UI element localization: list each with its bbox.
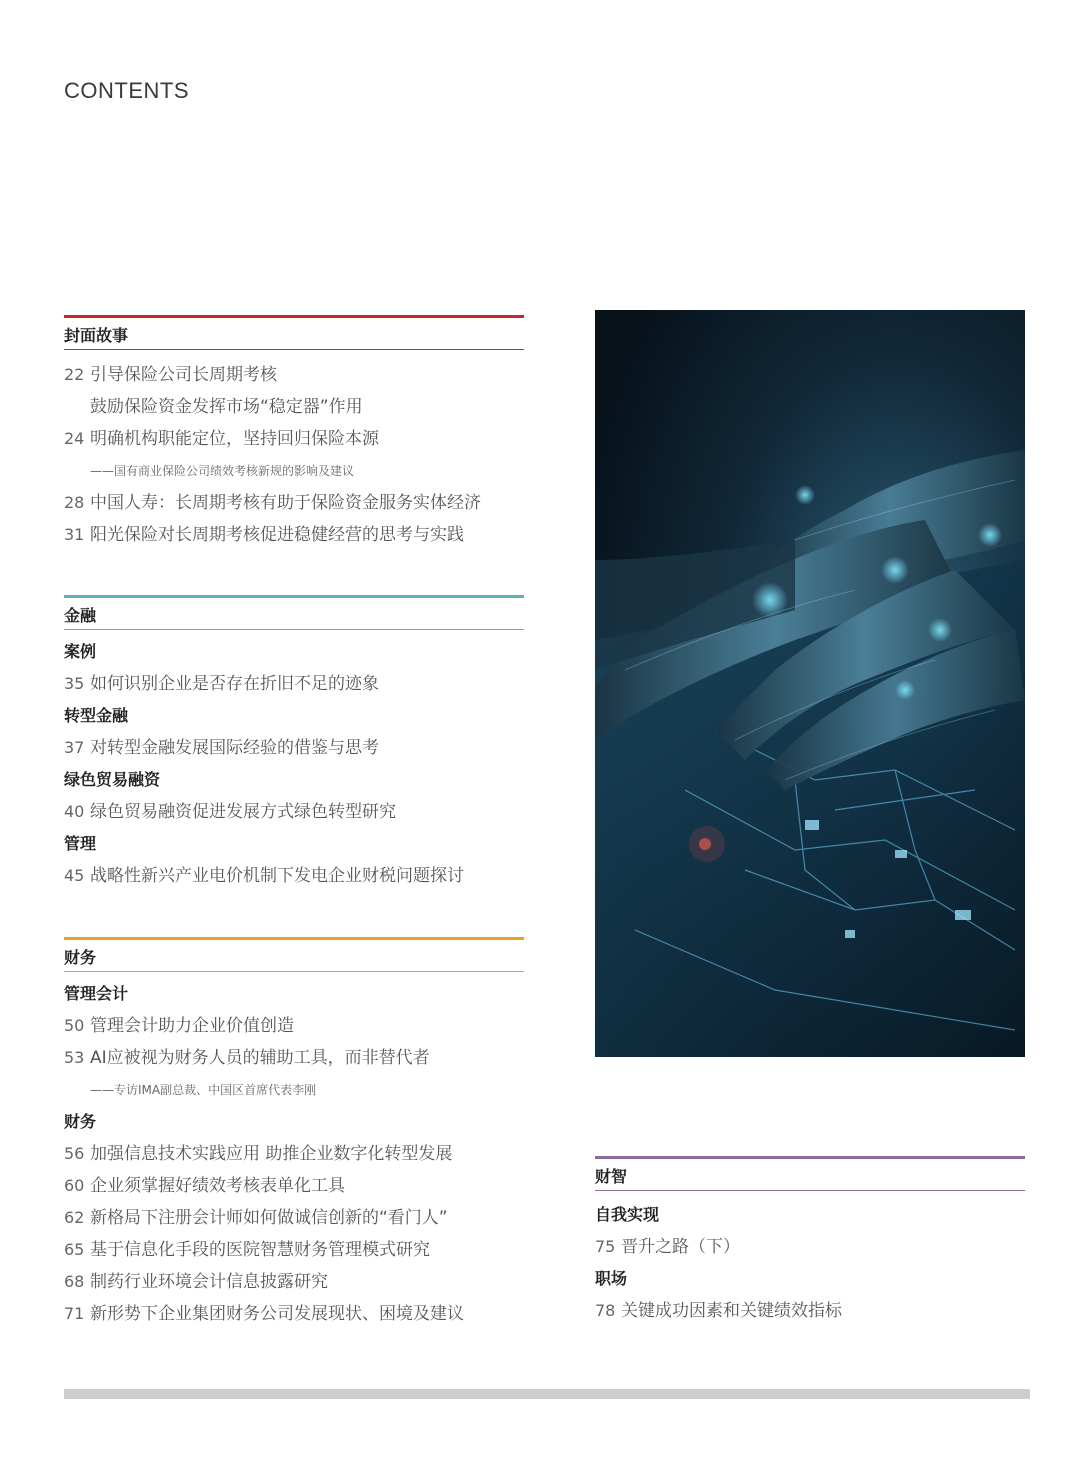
entry-title: 基于信息化手段的医院智慧财务管理模式研究 xyxy=(90,1240,430,1260)
section-rule-top xyxy=(64,937,524,940)
subsection-heading: 转型金融 xyxy=(64,706,129,725)
page-number: 28 xyxy=(64,493,85,512)
cover-photo-robot-hand xyxy=(595,310,1025,1057)
page-number: 35 xyxy=(64,674,85,693)
toc-entry[interactable] xyxy=(64,428,379,450)
toc-entry[interactable] xyxy=(64,1271,328,1293)
toc-entry[interactable] xyxy=(64,801,396,823)
section-header xyxy=(64,595,524,625)
toc-entry[interactable] xyxy=(595,1300,842,1322)
entry-title-continued[interactable]: 鼓励保险资金发挥市场“稳定器”作用 xyxy=(90,397,363,417)
page-number: 62 xyxy=(64,1208,85,1227)
entry-title: 引导保险公司长周期考核 xyxy=(90,365,277,385)
page-number: 68 xyxy=(64,1272,85,1291)
section-rule-bottom xyxy=(595,1190,1025,1191)
entry-title: 阳光保险对长周期考核促进稳健经营的思考与实践 xyxy=(90,525,464,545)
toc-entry[interactable] xyxy=(64,1047,430,1069)
subsection-heading: 绿色贸易融资 xyxy=(64,770,161,789)
entry-title: 管理会计助力企业价值创造 xyxy=(90,1016,294,1036)
toc-entry[interactable] xyxy=(64,524,464,546)
entry-subtitle: ——国有商业保险公司绩效考核新规的影响及建议 xyxy=(90,464,355,478)
subsection-heading: 财务 xyxy=(64,1112,97,1131)
entry-title: 绿色贸易融资促进发展方式绿色转型研究 xyxy=(90,802,396,822)
section-finance xyxy=(64,595,524,886)
section-header xyxy=(595,1156,1025,1186)
page-number: 45 xyxy=(64,866,85,885)
section-accounting xyxy=(64,937,524,1324)
footer-bar xyxy=(64,1389,1030,1399)
entry-title: 制药行业环境会计信息披露研究 xyxy=(90,1272,328,1292)
toc-entry[interactable] xyxy=(64,1207,448,1229)
entry-title: 新形势下企业集团财务公司发展现状、困境及建议 xyxy=(90,1304,464,1324)
subsection-heading: 自我实现 xyxy=(595,1205,660,1224)
entry-title: 关键成功因素和关键绩效指标 xyxy=(621,1301,842,1321)
entry-title: 如何识别企业是否存在折旧不足的迹象 xyxy=(90,674,379,694)
entry-title: 明确机构职能定位，坚持回归保险本源 xyxy=(90,429,379,449)
page-number: 22 xyxy=(64,365,85,384)
section-label: 封面故事 xyxy=(64,326,129,345)
toc-entry[interactable] xyxy=(64,364,277,386)
page-number: 65 xyxy=(64,1240,85,1259)
entry-title: 中国人寿：长周期考核有助于保险资金服务实体经济 xyxy=(90,493,481,513)
section-rule-bottom xyxy=(64,629,524,630)
subsection-heading: 职场 xyxy=(595,1269,628,1288)
page-number: 31 xyxy=(64,525,85,544)
toc-entry[interactable] xyxy=(64,865,464,887)
page-number: 40 xyxy=(64,802,85,821)
section-header xyxy=(64,937,524,967)
entry-title: 对转型金融发展国际经验的借鉴与思考 xyxy=(90,738,379,758)
page-number: 60 xyxy=(64,1176,85,1195)
entry-title: 战略性新兴产业电价机制下发电企业财税问题探讨 xyxy=(90,866,464,886)
entry-title: 加强信息技术实践应用 助推企业数字化转型发展 xyxy=(90,1144,453,1164)
toc-entry[interactable] xyxy=(64,492,481,514)
section-rule-bottom xyxy=(64,349,524,350)
section-wisdom xyxy=(595,1156,1025,1321)
toc-entry[interactable] xyxy=(64,737,379,759)
page-number: 50 xyxy=(64,1016,85,1035)
section-rule-bottom xyxy=(64,971,524,972)
section-rule-top xyxy=(595,1156,1025,1159)
section-cover-story xyxy=(64,315,524,545)
entry-subtitle: ——专访IMA副总裁、中国区首席代表李刚 xyxy=(90,1083,317,1097)
subsection-heading: 案例 xyxy=(64,642,97,661)
section-header xyxy=(64,315,524,345)
toc-entry[interactable] xyxy=(64,1239,430,1261)
page-number: 24 xyxy=(64,429,85,448)
section-label: 金融 xyxy=(64,606,97,625)
page-number: 53 xyxy=(64,1048,85,1067)
entry-title: 企业须掌握好绩效考核表单化工具 xyxy=(90,1176,345,1196)
subsection-heading: 管理 xyxy=(64,834,97,853)
page-number: 75 xyxy=(595,1237,616,1256)
toc-entry[interactable] xyxy=(64,673,379,695)
robot-hand-illustration xyxy=(595,310,1025,1057)
toc-entry[interactable] xyxy=(64,1143,452,1165)
page-number: 71 xyxy=(64,1304,85,1323)
section-label: 财务 xyxy=(64,948,97,967)
toc-entry[interactable] xyxy=(64,1015,294,1037)
page-title: CONTENTS xyxy=(64,78,189,103)
page-number: 56 xyxy=(64,1144,85,1163)
page-number: 78 xyxy=(595,1301,616,1320)
entry-title: 新格局下注册会计师如何做诚信创新的“看门人” xyxy=(90,1208,448,1228)
subsection-heading: 管理会计 xyxy=(64,984,129,1003)
toc-entry[interactable] xyxy=(595,1236,740,1258)
toc-entry[interactable] xyxy=(64,1175,345,1197)
toc-entry[interactable] xyxy=(64,1303,464,1325)
section-rule-top xyxy=(64,315,524,318)
section-label: 财智 xyxy=(595,1167,628,1186)
section-rule-top xyxy=(64,595,524,598)
entry-title: 晋升之路（下） xyxy=(621,1237,740,1257)
page-number: 37 xyxy=(64,738,85,757)
entry-title: AI应被视为财务人员的辅助工具，而非替代者 xyxy=(90,1048,430,1068)
